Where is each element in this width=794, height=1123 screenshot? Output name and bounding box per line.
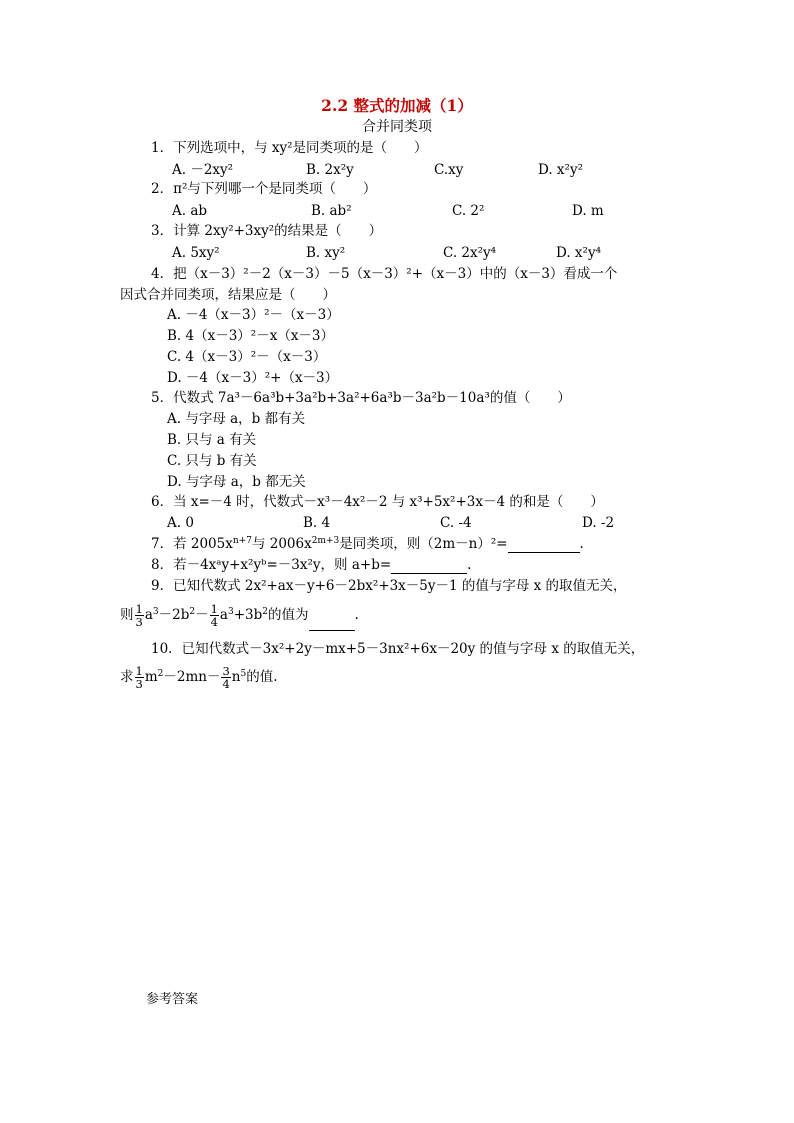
fraction: $\frac{1}{3}$ xyxy=(135,663,143,691)
question-1-option-c: C.xy xyxy=(434,162,464,178)
question-4-option-b: B. 4（x－3）²－x（x－3） xyxy=(167,328,335,344)
question-10-expression: 求 $\frac{1}{3}$ $m^2-2mn-$ $\frac{3}{4}$ $n^5$的值. xyxy=(120,663,278,691)
question-1-stem: 1．下列选项中，与 xy²是同类项的是（ ） xyxy=(151,140,428,156)
answer-key-heading: 参考答案 xyxy=(146,992,199,1007)
fraction: $\frac{1}{3}$ xyxy=(135,601,143,629)
question-4-option-a: A. －4（x－3）²－（x－3） xyxy=(167,307,340,323)
question-5-option-c: C. 只与 b 有关 xyxy=(167,453,257,469)
question-3-option-d: D. x²y⁴ xyxy=(556,245,601,261)
question-5-option-d: D. 与字母 a，b 都无关 xyxy=(167,474,306,490)
question-9-stem: 9．已知代数式 2x²+ax－y+6－2bx²+3x－5y－1 的值与字母 x 的取值无关， xyxy=(151,578,627,594)
question-7: 7．若 $2005x^{n+7}$与 $2006x^{2m+3}$是同类项，则（2m－n）²= . xyxy=(151,536,584,552)
page-subtitle: 合并同类项 xyxy=(362,119,432,135)
question-5-option-b: B. 只与 a 有关 xyxy=(167,432,257,448)
answer-blank[interactable] xyxy=(309,600,355,631)
question-2-option-a: A. ab xyxy=(172,203,208,219)
question-1-option-d: D. x²y² xyxy=(538,162,583,178)
fraction: $\frac{1}{4}$ xyxy=(210,601,218,629)
page-title: 2.2 整式的加减（1） xyxy=(321,96,473,115)
question-9-expression: 则 $\frac{1}{3}$ $a^3-2b^2-$ $\frac{1}{4}$ $a^3+3b^2$的值为 . xyxy=(120,601,359,629)
question-6-option-d: D. -2 xyxy=(582,515,615,531)
question-6-option-b: B. 4 xyxy=(303,515,331,531)
question-2-option-c: C. 2² xyxy=(452,203,485,219)
question-10-stem: 10．已知代数式－3x²+2y－mx+5－3nx²+6x－20y 的值与字母 x 的取值无关， xyxy=(151,641,645,657)
question-4-option-c: C. 4（x－3）²－（x－3） xyxy=(167,349,327,365)
question-3-option-b: B. xy² xyxy=(306,245,346,261)
question-1-option-a: A. －2xy² xyxy=(172,162,234,178)
question-2-stem: 2．π²与下列哪一个是同类项（ ） xyxy=(151,181,377,197)
question-6-option-a: A. 0 xyxy=(167,515,194,531)
question-8: 8．若－4xᵃy+x²yᵇ=－3x²y，则 a+b= . xyxy=(151,557,472,573)
fraction: $\frac{3}{4}$ xyxy=(222,663,230,691)
question-1-option-b: B. 2x²y xyxy=(306,162,354,178)
question-6-option-c: C. -4 xyxy=(440,515,472,531)
question-4-stem-line-2: 因式合并同类项，结果应是（ ） xyxy=(120,287,336,303)
question-6-stem: 6．当 x=－4 时，代数式－x³－4x²－2 与 x³+5x²+3x－4 的和是（ ） xyxy=(151,494,604,510)
question-3-stem: 3．计算 2xy²+3xy²的结果是（ ） xyxy=(151,223,383,239)
question-4-stem-line-1: 4．把（x－3）²－2（x－3）－5（x－3）²+（x－3）中的（x－3）看成一个 xyxy=(151,266,618,282)
answer-blank[interactable] xyxy=(508,536,580,553)
question-5-option-a: A. 与字母 a，b 都有关 xyxy=(167,411,306,427)
question-3-option-c: C. 2x²y⁴ xyxy=(443,245,497,261)
question-3-option-a: A. 5xy² xyxy=(172,245,220,261)
question-4-option-d: D. －4（x－3）²+（x－3） xyxy=(167,370,339,386)
question-5-stem: 5．代数式 7a³－6a³b+3a²b+3a²+6a³b－3a²b－10a³的值（ ） xyxy=(151,390,571,406)
question-2-option-d: D. m xyxy=(572,203,604,219)
question-2-option-b: B. ab² xyxy=(311,203,352,219)
answer-blank[interactable] xyxy=(391,557,467,574)
